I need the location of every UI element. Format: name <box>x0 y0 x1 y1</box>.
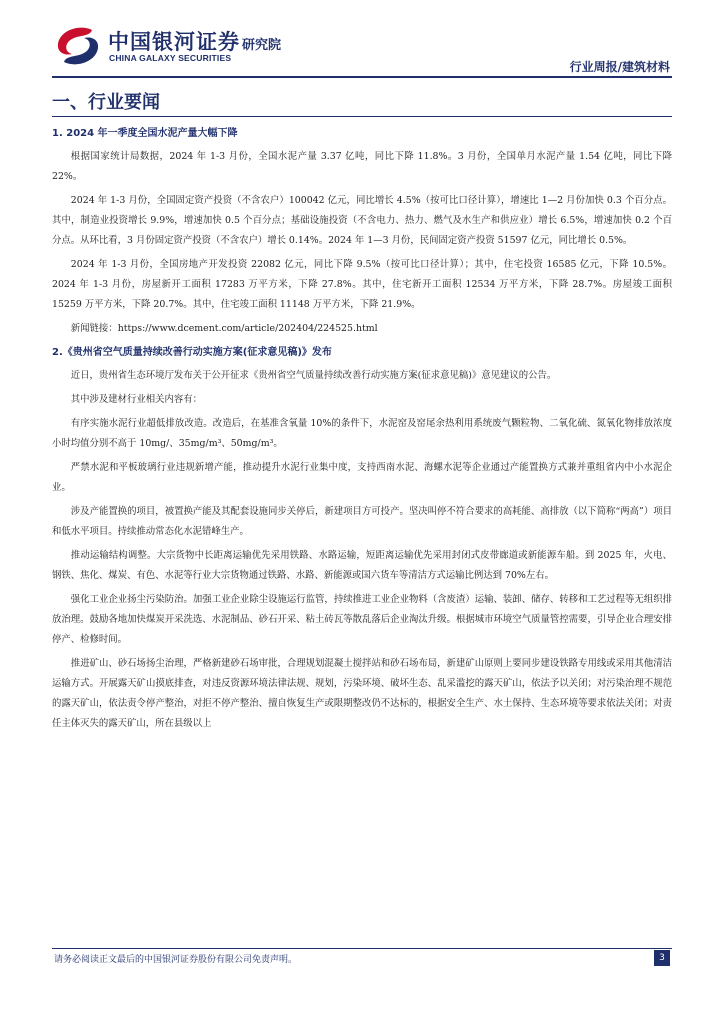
news-link-line <box>52 319 672 339</box>
news-paragraph: 近日，贵州省生态环境厅发布关于公开征求《贵州省空气质量持续改善行动实施方案(征求意见稿)》意见建议的公告。 <box>70 370 557 381</box>
footer-disclaimer: 请务必阅读正文最后的中国银河证券股份有限公司免责声明。 <box>54 955 298 965</box>
section-divider <box>52 116 672 117</box>
news-paragraph: 根据国家统计局数据，2024 年 1-3 月份，全国水泥产量 3.37 亿吨，同比下降 11.8%。3 月份，全国单月水泥产量 1.54 亿吨，同比下降 22%。 <box>52 151 672 182</box>
news-item <box>52 124 672 339</box>
page-header <box>0 0 724 80</box>
brand-name-en: CHINA GALAXY SECURITIES <box>109 53 232 63</box>
header-divider <box>52 76 672 78</box>
section-title: 一、行业要闻 <box>52 92 160 113</box>
news-paragraph: 其中涉及建材行业相关内容有： <box>70 394 203 405</box>
news-paragraph: 推动运输结构调整。大宗货物中长距离运输优先采用铁路、水路运输，短距离运输优先采用封闭式皮带廊道或新能源车船。到 2025 年，火电、钢铁、焦化、煤炭、有色、水泥等行业大宗货物通过铁路、水路、新能源或国六货车等清洁方式运输比例达到 70%左右。 <box>52 550 672 581</box>
news-link[interactable]: https://www.dcement.com/article/202404/224525.html <box>117 323 378 334</box>
report-type: 行业周报/建筑材料 <box>569 60 670 74</box>
news-paragraph: 有序实施水泥行业超低排放改造。改造后，在基准含氧量 10%的条件下，水泥窑及窑尾余热利用系统废气颗粒物、二氧化硫、氮氧化物排放浓度小时均值分别不高于 10mg/、35mg/m³、50mg/m³。 <box>52 418 672 449</box>
news-paragraph: 涉及产能置换的项目，被置换产能及其配套设施同步关停后，新建项目方可投产。坚决叫停不符合要求的高耗能、高排放（以下简称“两高”）项目和低水平项目。持续推动常态化水泥错峰生产。 <box>52 506 672 537</box>
news-item <box>52 343 672 734</box>
brand-subtitle: 研究院 <box>242 38 282 53</box>
news-paragraph: 强化工业企业扬尘污染防治。加强工业企业除尘设施运行监管，持续推进工业企业物料（含废渣）运输、装卸、储存、转移和工艺过程等无组织排放治理。鼓励各地加快煤炭开采洗选、水泥制品、砂石开采、粘土砖瓦等散乱落后企业淘汰升级。根据城市环境空气质量管控需要，引导企业合理安排停产、检修时间。 <box>52 594 672 645</box>
main-content <box>52 124 672 738</box>
news-link-label: 新闻链接： <box>70 323 118 334</box>
news-paragraph: 2024 年 1-3 月份，全国固定资产投资（不含农户）100042 亿元，同比增长 4.5%（按可比口径计算），增速比 1—2 月份加快 0.3 个百分点。其中，制造业投资增长 9.9%，增速加快 0.5 个百分点；基础设施投资（不含电力、热力、燃气及水生产和供应业）增长 6.5%，增速加快 0.2 个百分点。从环比看，3 月份固定资产投资（不含农户）增长 0.14%。2024 年 1—3 月份，民间固定资产投资 51597 亿元，同比增长 0.5%。 <box>52 195 672 246</box>
galaxy-swirl-logo-icon <box>52 24 104 68</box>
news-paragraph: 推进矿山、砂石场扬尘治理，严格新建砂石场审批，合理规划混凝土搅拌站和砂石场布局，新建矿山原则上要同步建设铁路专用线或采用其他清洁运输方式。开展露天矿山摸底排查，对违反资源环境法律法规、规划，污染环境、破坏生态、乱采滥挖的露天矿山，依法予以关闭；对污染治理不规范的露天矿山，依法责令停产整治，对拒不停产整治、擅自恢复生产或限期整改仍不达标的，根据安全生产、水土保持、生态环境等要求依法关闭；对责任主体灭失的露天矿山，所在县级以上 <box>52 658 672 729</box>
brand-name-cn: 中国银河证券 <box>108 30 240 54</box>
page-number: 3 <box>654 950 670 966</box>
news-paragraph: 2024 年 1-3 月份，全国房地产开发投资 22082 亿元，同比下降 9.5%（按可比口径计算）；其中，住宅投资 16585 亿元，下降 10.5%。2024 年 1-3 月份，房屋新开工面积 17283 万平方米，下降 27.8%。其中，住宅新开工面积 12534 万平方米，下降 28.7%。房屋竣工面积 15259 万平方米，下降 20.7%。其中，住宅竣工面积 11148 万平方米，下降 21.9%。 <box>52 259 672 310</box>
news-heading: 2.《贵州省空气质量持续改善行动实施方案(征求意见稿)》发布 <box>52 347 332 358</box>
footer-divider <box>52 948 672 949</box>
news-paragraph: 严禁水泥和平板玻璃行业违规新增产能，推动提升水泥行业集中度，支持西南水泥、海螺水泥等企业通过产能置换方式兼并重组省内中小水泥企业。 <box>52 462 672 493</box>
news-heading: 1. 2024 年一季度全国水泥产量大幅下降 <box>52 128 238 139</box>
